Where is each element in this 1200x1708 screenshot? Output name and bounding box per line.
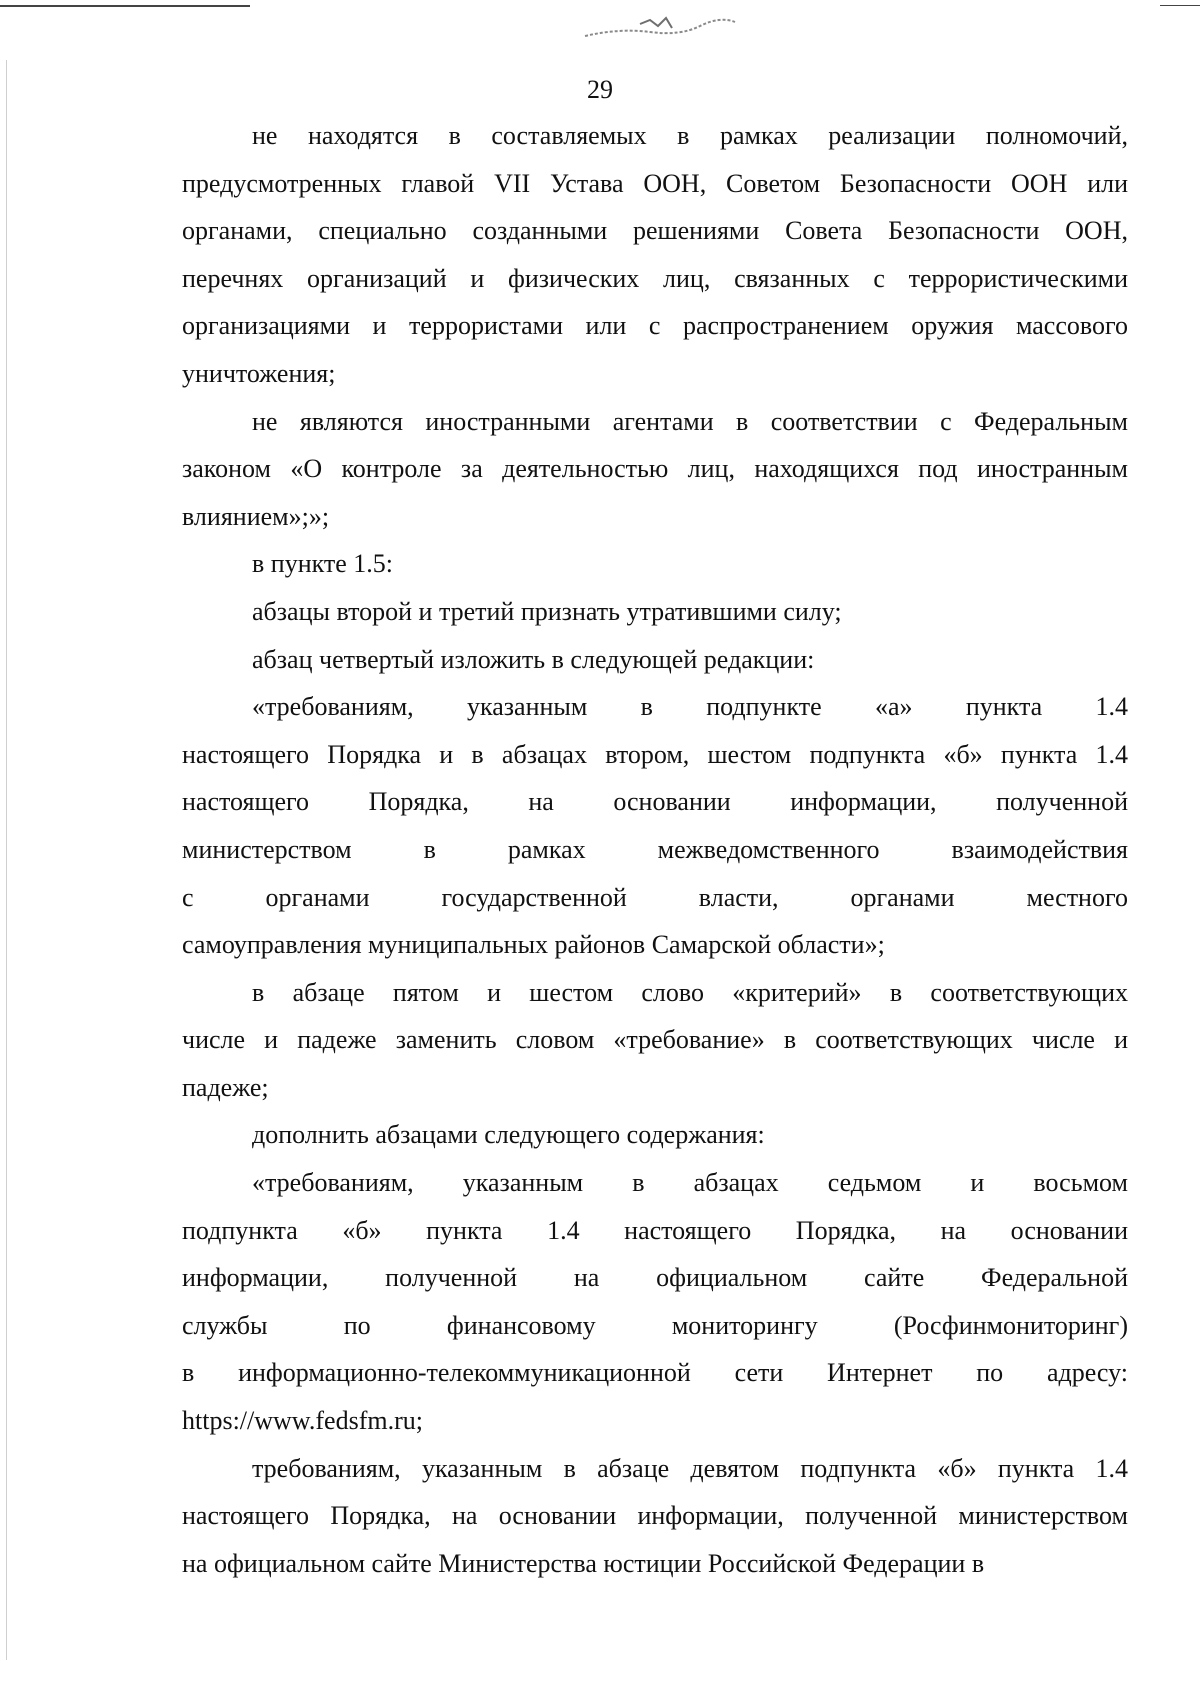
text-line: https://www.fedsfm.ru;	[182, 1406, 423, 1436]
text-line: в информационно-телекоммуникационной сети Интернет по адресу:	[182, 1358, 1128, 1388]
text-line: «требованиям, указанным в абзацах седьмом и восьмом	[252, 1168, 1128, 1198]
text-line: «требованиям, указанным в подпункте «а» пункта 1.4	[252, 692, 1128, 722]
text-line: настоящего Порядка, на основании информации, полученной министерством	[182, 1501, 1128, 1531]
text-line: не находятся в составляемых в рамках реализации полномочий,	[252, 121, 1128, 150]
text-line: с органами государственной власти, органами местного	[182, 882, 1128, 912]
text-line: числе и падеже заменить словом «требование» в соответствующих числе и	[182, 1025, 1128, 1055]
text-line: министерством в рамках межведомственного взаимодействия	[182, 834, 1128, 864]
scan-edge-line-right	[1160, 5, 1200, 6]
text-line: в абзаце пятом и шестом слово «критерий» в соответствующих	[252, 977, 1128, 1007]
paragraph	[182, 1445, 1128, 1588]
scan-left-edge	[6, 60, 7, 1660]
scan-edge-line	[0, 5, 250, 7]
text-line: предусмотренных главой VII Устава ООН, Советом Безопасности ООН или	[182, 168, 1128, 198]
document-body	[182, 112, 1128, 1587]
paragraph	[182, 588, 1128, 636]
text-line: службы по финансовому мониторингу (Росфинмониторинг)	[182, 1310, 1128, 1340]
text-line: абзацы второй и третий признать утратившими силу;	[252, 596, 842, 626]
text-line: самоуправления муниципальных районов Самарской области»;	[182, 930, 885, 960]
text-line: информации, полученной на официальном сайте Федеральной	[182, 1263, 1128, 1293]
page-number: 29	[587, 75, 613, 104]
text-line: органами, специально созданными решениями Совета Безопасности ООН,	[182, 216, 1128, 246]
text-line: влиянием»;»;	[182, 501, 330, 531]
text-line: настоящего Порядка и в абзацах втором, шестом подпункта «б» пункта 1.4	[182, 739, 1128, 769]
text-line: требованиям, указанным в абзаце девятом подпункта «б» пункта 1.4	[252, 1453, 1128, 1483]
text-line: на официальном сайте Министерства юстиции Российской Федерации в	[182, 1548, 985, 1578]
text-line: падеже;	[182, 1072, 269, 1102]
text-line: организациями и террористами или с распространением оружия массового	[182, 311, 1128, 341]
paragraph	[182, 1159, 1128, 1445]
paragraph	[182, 398, 1128, 541]
text-line: законом «О контроле за деятельностью лиц, находящихся под иностранным	[182, 454, 1128, 484]
paragraph	[182, 1111, 1128, 1159]
paragraph	[182, 540, 1128, 588]
scan-smudge	[580, 14, 740, 44]
text-line: уничтожения;	[182, 358, 336, 388]
text-line: не являются иностранными агентами в соответствии с Федеральным	[252, 406, 1128, 436]
paragraph	[182, 969, 1128, 1112]
text-line: в пункте 1.5:	[252, 549, 394, 579]
text-line: подпункта «б» пункта 1.4 настоящего Порядка, на основании	[182, 1215, 1128, 1245]
text-line: абзац четвертый изложить в следующей редакции:	[252, 644, 815, 674]
paragraph	[182, 636, 1128, 684]
paragraph	[182, 683, 1128, 969]
paragraph	[182, 112, 1128, 398]
text-line: дополнить абзацами следующего содержания:	[252, 1120, 765, 1150]
text-line: перечнях организаций и физических лиц, связанных с террористическими	[182, 263, 1128, 293]
text-line: настоящего Порядка, на основании информации, полученной	[182, 787, 1128, 817]
